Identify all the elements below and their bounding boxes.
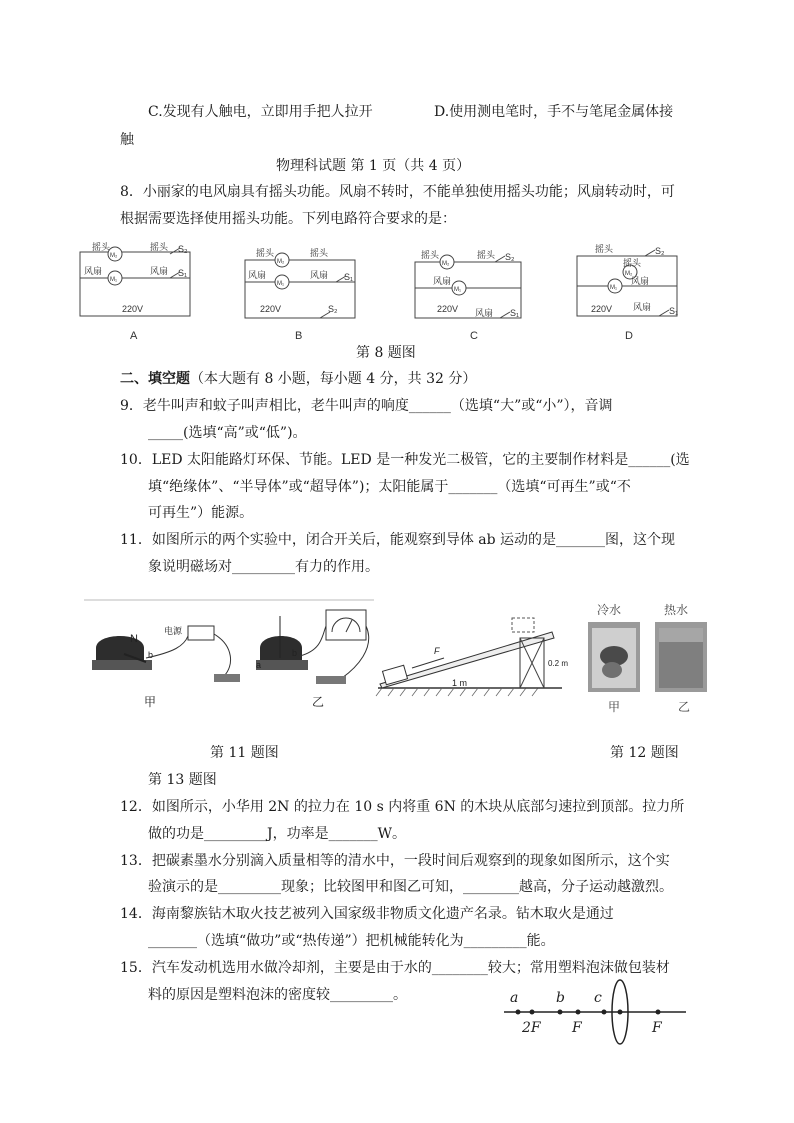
circuit-b-s1: S₁	[344, 272, 354, 282]
circuit-b-shake-label: 摇头	[256, 248, 275, 258]
height-label: 0.2 m	[548, 659, 569, 668]
q11-line2: 象说明磁场对_________有力的作用。	[148, 559, 379, 575]
q9-line2: _____(选填“高”或“低”)。	[148, 425, 307, 441]
circuit-b-shake-label2: 摇头	[310, 248, 329, 258]
circuit-d-s2: S₂	[655, 246, 665, 256]
q8-line1: 8．小丽家的电风扇具有摇头功能。风扇不转时，不能单独使用摇头功能；风扇转动时，可	[120, 184, 675, 200]
q8-line2: 根据需要选择使用摇头功能。下列电路符合要求的是：	[120, 211, 456, 227]
lens-f-right-label: F	[652, 1020, 662, 1036]
circuit-a-label: A	[130, 330, 138, 342]
circuit-a-shake-label: 摇头	[92, 242, 111, 252]
q14-line1: 14．海南黎族钻木取火技艺被列入国家级非物质文化遗产名录。钻木取火是通过	[120, 906, 614, 922]
lens-2f-label: 2F	[522, 1020, 541, 1036]
experiment-jia	[92, 625, 240, 709]
circuit-a-shake-label2: 摇头	[150, 242, 169, 252]
yi-label: 乙	[312, 695, 325, 709]
inclined-plane-figure	[372, 614, 572, 700]
circuit-a-m2: M₂	[110, 253, 118, 259]
q10-line3: 可再生”）能源。	[148, 505, 254, 521]
circuit-a-s1: S₁	[178, 268, 188, 278]
circuit-c-fan-label2: 风扇	[475, 308, 494, 318]
circuit-d-s1: S₁	[669, 306, 679, 316]
jia-b-label: b	[148, 650, 154, 660]
length-label: 1 m	[452, 678, 468, 688]
cold-water-beaker	[588, 622, 640, 696]
circuit-c-m2: M₂	[442, 261, 450, 267]
circuit-c-s2: S₂	[505, 252, 515, 262]
fig8-caption: 第 8 题图	[356, 345, 416, 361]
yi-a-label: a	[256, 660, 262, 670]
circuit-d-voltage: 220V	[591, 304, 613, 314]
circuit-c	[415, 249, 521, 342]
option-d: D.使用测电笔时，手不与笔尾金属体接	[434, 104, 674, 120]
lens-point-b: b	[556, 990, 565, 1006]
lens-point-a: a	[510, 990, 519, 1006]
hot-water-beaker	[655, 622, 707, 696]
q12-line2: 做的功是_________J，功率是_______W。	[148, 826, 407, 842]
q13-line1: 13．把碳素墨水分别滴入质量相等的清水中，一段时间后观察到的现象如图所示，这个实	[120, 853, 670, 869]
option-d-cont: 触	[120, 132, 134, 148]
yi-b-label: b	[292, 648, 298, 658]
force-f-label: F	[434, 646, 440, 656]
experiment-yi	[256, 610, 369, 709]
fig12-caption: 第 12 题图	[610, 745, 679, 761]
circuit-c-label: C	[470, 330, 478, 342]
circuit-d-label: D	[625, 330, 633, 342]
circuit-a-s2: S₂	[178, 244, 188, 254]
cold-water-label: 冷水	[597, 603, 622, 617]
q10-line1: 10．LED 太阳能路灯环保、节能。LED 是一种发光二极管，它的主要制作材料是______(选	[120, 452, 690, 468]
lens-diagram	[500, 976, 690, 1046]
lens-point-c: c	[594, 990, 602, 1006]
circuit-d-m2: M₂	[625, 271, 633, 277]
circuit-d-fan-label2: 风扇	[633, 302, 652, 312]
fig11-caption: 第 11 题图	[210, 745, 279, 761]
circuit-b-m1: M₁	[277, 281, 285, 287]
q13-line2: 验演示的是_________现象；比较图甲和图乙可知，________越高，分子运动越激烈。	[148, 879, 673, 895]
section-2-heading	[120, 369, 476, 389]
circuit-d-m1: M₁	[610, 285, 618, 291]
circuit-b-label: B	[295, 330, 303, 342]
circuit-d	[577, 243, 678, 342]
q10-line2: 填“绝缘体”、“半导体”或“超导体”)；太阳能属于_______（选填“可再生”或“不	[148, 479, 631, 495]
circuit-b-m2: M₂	[277, 259, 285, 265]
circuit-b-s2: S₂	[328, 304, 338, 314]
q15-line2: 料的原因是塑料泡沫的密度较_________。	[148, 987, 407, 1003]
jia-label: 甲	[144, 695, 157, 709]
circuit-a-fan-label2: 风扇	[150, 266, 169, 276]
jia-power-label: 电源	[164, 626, 183, 636]
q15-line1: 15．汽车发动机选用水做冷却剂，主要是由于水的________较大；常用塑料泡沫做包装材	[120, 960, 670, 976]
circuit-c-shake-label2: 摇头	[477, 250, 496, 260]
section-2-desc: （本大题有 8 小题，每小题 4 分，共 32 分）	[190, 371, 477, 387]
circuit-a-voltage: 220V	[122, 304, 144, 314]
magnet-experiments-figure	[84, 596, 374, 716]
circuit-b-voltage: 220V	[260, 304, 282, 314]
q11-line1: 11．如图所示的两个实验中，闭合开关后，能观察到导体 ab 运动的是_______图，这个现	[120, 532, 676, 548]
circuit-d-shake-label2: 摇头	[623, 258, 642, 268]
circuit-a	[80, 241, 190, 342]
circuit-a-fan-label: 风扇	[84, 266, 103, 276]
circuit-b-fan-label2: 风扇	[310, 270, 329, 280]
lens-f-left-label: F	[572, 1020, 582, 1036]
option-c: C.发现有人触电，立即用手把人拉开	[148, 104, 373, 120]
jia-n-label: N	[130, 633, 138, 645]
page-footer: 物理科试题 第 1 页（共 4 页）	[276, 158, 471, 174]
q12-line1: 12．如图所示，小华用 2N 的拉力在 10 s 内将重 6N 的木块从底部匀速拉到顶部。拉力所	[120, 799, 685, 815]
circuit-diagrams-q8	[70, 240, 690, 346]
beaker-yi-label: 乙	[678, 700, 691, 714]
section-2-title: 二、填空题	[120, 371, 190, 387]
circuit-a-m1: M₁	[110, 277, 118, 283]
circuit-c-voltage: 220V	[437, 304, 459, 314]
q14-line2: _______（选填“做功”或“热传递”）把机械能转化为_________能。	[148, 933, 555, 949]
q9-line1: 9．老牛叫声和蚊子叫声相比，老牛叫声的响度______（选填“大”或“小”），音调	[120, 398, 613, 414]
circuit-b-fan-label: 风扇	[248, 270, 267, 280]
circuit-d-shake-label: 摇头	[595, 244, 614, 254]
circuit-c-m1: M₁	[454, 287, 462, 293]
beaker-jia-label: 甲	[608, 700, 621, 714]
circuit-d-fan-label: 风扇	[631, 276, 650, 286]
circuit-c-s1: S₁	[510, 308, 520, 318]
circuit-c-fan-label: 风扇	[433, 276, 452, 286]
hot-water-label: 热水	[664, 603, 689, 617]
circuit-b	[245, 247, 355, 342]
circuit-c-shake-label: 摇头	[421, 250, 440, 260]
fig13-caption: 第 13 题图	[148, 772, 217, 788]
